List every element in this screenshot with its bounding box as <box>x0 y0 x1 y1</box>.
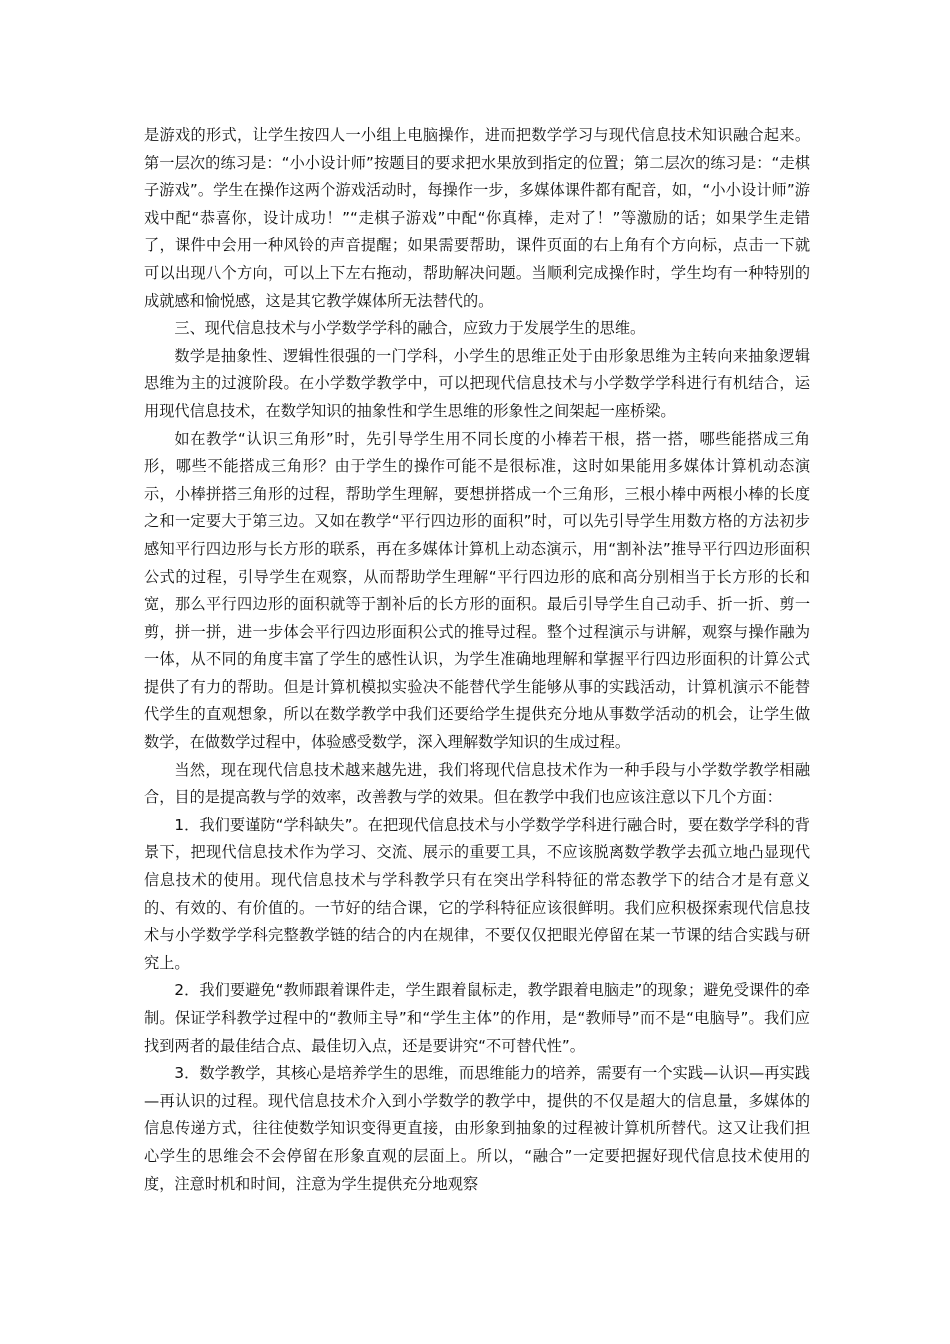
paragraph: 当然，现在现代信息技术越来越先进，我们将现代信息技术作为一种手段与小学数学教学相融合，目的是提高教与学的效率，改善教与学的效果。但在教学中我们也应该注意以下几个方面： <box>144 760 810 807</box>
list-item-3: 3．数学教学，其核心是培养学生的思维，而思维能力的培养，需要有一个实践—认识—再实践—再认识的过程。现代信息技术介入到小学数学的教学中，提供的不仅是超大的信息量，多媒体的信息传递方式，往往使数学知识变得更直接，由形象到抽象的过程被计算机所替代。这又让我们担心学生的思维会不会停留在形象直观的层面上。所以，“融合”一定要把握好现代信息技术使用的度，注意时机和时间，注意为学生提供充分地观察 <box>144 1064 810 1193</box>
list-item-1: 1．我们要谨防“学科缺失”。在把现代信息技术与小学数学学科进行融合时，要在数学学科的背景下，把现代信息技术作为学习、交流、展示的重要工具，不应该脱离数学教学去孤立地凸显现代信息技术的使用。现代信息技术与学科教学只有在突出学科特征的常态教学下的结合才是有意义的、有效的、有价值的。一节好的结合课，它的学科特征应该很鲜明。我们应积极探索现代信息技术与小学数学学科完整教学链的结合的内在规律，不要仅仅把眼光停留在某一节课的结合实践与研究上。 <box>144 815 810 972</box>
section-heading-three: 三、现代信息技术与小学数学学科的融合，应致力于发展学生的思维。 <box>174 319 646 338</box>
paragraph: 数学是抽象性、逻辑性很强的一门学科，小学生的思维正处于由形象思维为主转向来抽象逻辑思维为主的过渡阶段。在小学数学教学中，可以把现代信息技术与小学数学学科进行有机结合，运用现代信息技术，在数学知识的抽象性和学生思维的形象性之间架起一座桥梁。 <box>144 346 810 420</box>
paragraph-continued: 是游戏的形式，让学生按四人一小组上电脑操作，进而把数学学习与现代信息技术知识融合起来。第一层次的练习是：“小小设计师”按题目的要求把水果放到指定的位置；第二层次的练习是：“走棋子游戏”。学生在操作这两个游戏活动时，每操作一步，多媒体课件都有配音，如，“小小设计师”游戏中配“恭喜你，设计成功！”“走棋子游戏”中配“你真棒，走对了！”等激励的话；如果学生走错了，课件中会用一种风铃的声音提醒；如果需要帮助，课件页面的右上角有个方向标，点击一下就可以出现八个方向，可以上下左右拖动，帮助解决问题。当顺利完成操作时，学生均有一种特别的成就感和愉悦感，这是其它教学媒体所无法替代的。 <box>144 126 810 310</box>
document-page <box>144 122 810 1198</box>
paragraph: 如在教学“认识三角形”时，先引导学生用不同长度的小棒若干根，搭一搭，哪些能搭成三角形，哪些不能搭成三角形？由于学生的操作可能不是很标准，这时如果能用多媒体计算机动态演示，小棒拼搭三角形的过程，帮助学生理解，要想拼搭成一个三角形，三根小棒中两根小棒的长度之和一定要大于第三边。又如在教学“平行四边形的面积”时，可以先引导学生用数方格的方法初步感知平行四边形与长方形的联系，再在多媒体计算机上动态演示，用“割补法”推导平行四边形面积公式的过程，引导学生在观察，从而帮助学生理解“平行四边形的底和高分别相当于长方形的长和宽，那么平行四边形的面积就等于割补后的长方形的面积。最后引导学生自己动手、折一折、剪一剪，拼一拼，进一步体会平行四边形面积公式的推导过程。整个过程演示与讲解，观察与操作融为一体，从不同的角度丰富了学生的感性认识，为学生准确地理解和掌握平行四边形面积的计算公式提供了有力的帮助。但是计算机模拟实验决不能替代学生能够从事的实践活动，计算机演示不能替代学生的直观想象，所以在数学教学中我们还要给学生提供充分地从事数学活动的机会，让学生做数学，在做数学过程中，体验感受数学，深入理解数学知识的生成过程。 <box>144 429 810 752</box>
list-item-2: 2．我们要避免“教师跟着课件走，学生跟着鼠标走，教学跟着电脑走”的现象；避免受课件的牵制。保证学科教学过程中的“教师主导”和“学生主体”的作用，是“教师导”而不是“电脑导”。我们应找到两者的最佳结合点、最佳切入点，还是要讲究“不可替代性”。 <box>144 981 810 1055</box>
